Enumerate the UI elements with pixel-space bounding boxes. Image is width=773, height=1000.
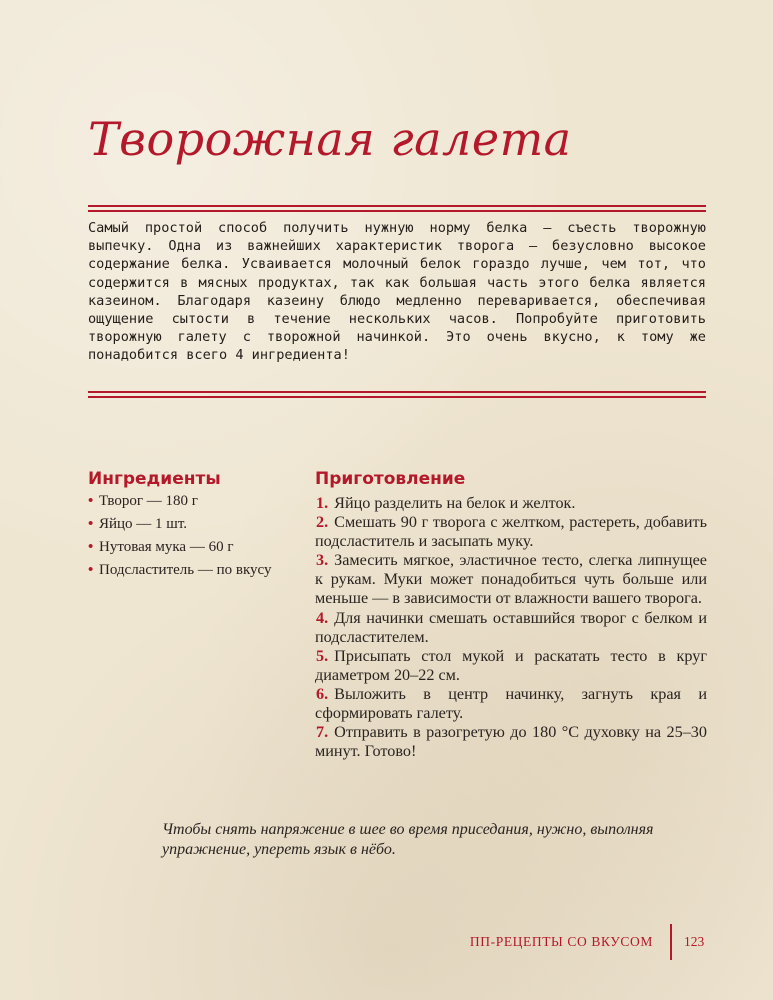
list-item <box>88 539 288 556</box>
step-number: 7. <box>316 723 329 742</box>
preparation-steps <box>315 494 707 761</box>
step-text: Отправить в разогретую до 180 °С духовку на 25–30 минут. Готово! <box>315 723 707 761</box>
bullet-icon: • <box>88 493 94 509</box>
ingredients-heading: Ингредиенты <box>88 469 221 489</box>
footer-section-title: ПП-РЕЦЕПТЫ СО ВКУСОМ <box>469 934 653 949</box>
top-double-rule <box>88 205 706 212</box>
step-text: Яйцо разделить на белок и желток. <box>334 494 576 512</box>
bullet-icon: • <box>88 516 94 532</box>
bullet-icon: • <box>88 539 94 555</box>
page-number: 123 <box>684 934 705 949</box>
step-text: Выложить в центр начинку, загнуть края и сформировать галету. <box>315 684 707 723</box>
list-item <box>88 493 288 510</box>
step-item <box>315 723 707 761</box>
step-item <box>315 685 707 723</box>
tip-note: Чтобы снять напряжение в шее во время приседания, нужно, выполняя упражнение, упереть язык в нёбо. <box>162 821 654 858</box>
recipe-title: Творожная галета <box>88 112 572 166</box>
step-number: 6. <box>316 684 329 703</box>
ingredient-text: Нутовая мука — 60 г <box>99 539 234 555</box>
step-item <box>315 609 707 647</box>
preparation-heading: Приготовление <box>315 469 466 489</box>
step-number: 1. <box>316 494 329 512</box>
step-number: 3. <box>316 551 329 570</box>
step-number: 2. <box>316 513 329 532</box>
step-item <box>315 647 707 685</box>
step-item <box>315 494 707 513</box>
step-item <box>315 551 707 608</box>
step-number: 4. <box>316 608 329 627</box>
ingredient-text: Творог — 180 г <box>99 493 198 509</box>
step-item <box>315 513 707 551</box>
step-text: Для начинки смешать оставшийся творог с белком и подсластителем. <box>315 608 707 646</box>
list-item <box>88 562 288 579</box>
footer-divider <box>670 924 672 960</box>
step-number: 5. <box>316 646 329 665</box>
step-text: Смешать 90 г творога с желтком, растереть, добавить подсластитель и засыпать муку. <box>315 513 707 551</box>
list-item <box>88 516 288 533</box>
bottom-double-rule <box>88 391 706 398</box>
step-text: Присыпать стол мукой и раскатать тесто в круг диаметром 20–22 см. <box>315 646 707 684</box>
bullet-icon: • <box>88 562 94 578</box>
ingredient-text: Подсластитель — по вкусу <box>99 562 272 578</box>
intro-paragraph: Самый простой способ получить нужную норму белка — съесть творожную выпечку. Одна из важнейших характеристик творога — безусловно высокое содержание белка. Усваивается молочный белок гораздо лучше, чем тот, что содержится в мясных продуктах, так как большая часть этого белка является казеином. Благодаря казеину блюдо медленно переваривается, обеспечивая ощущение сытости в течение нескольких часов. Попробуйте приготовить творожную галету с творожной начинкой. Это очень вкусно, к тому же понадобится всего 4 ингредиента! <box>88 220 706 364</box>
ingredient-text: Яйцо — 1 шт. <box>99 516 188 532</box>
step-text: Замесить мягкое, эластичное тесто, слегка липнущее к рукам. Муки может понадобиться чуть больше или меньше — в зависимости от влажности вашего творога. <box>315 551 707 608</box>
ingredients-list <box>88 493 288 585</box>
